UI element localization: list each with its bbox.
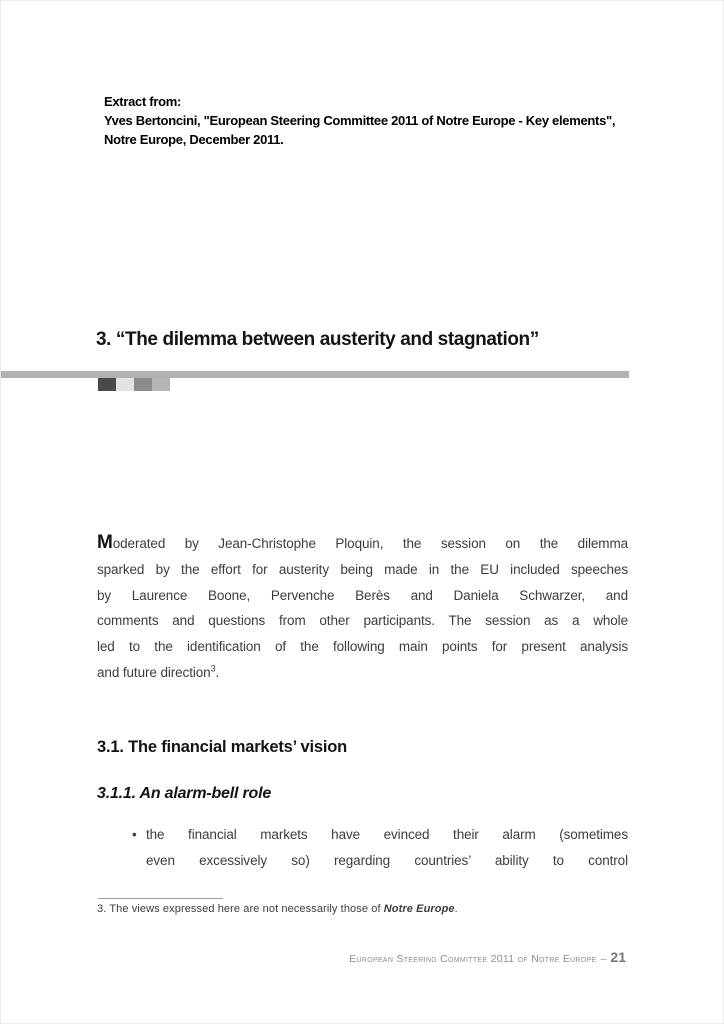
divider-square-3	[134, 378, 152, 391]
intro-line-1-text: oderated by Jean-Christophe Ploquin, the session on the dilemma	[112, 536, 628, 551]
intro-line-1	[97, 530, 628, 557]
footer-separator: –	[600, 953, 607, 965]
intro-line-6	[97, 660, 628, 686]
bullet-marker: •	[132, 827, 137, 842]
bullet-line-1: the financial markets have evinced their alarm (sometimes	[146, 827, 628, 842]
intro-line-2: sparked by the effort for austerity being made in the EU included speeches	[97, 561, 628, 577]
extract-line-2: Yves Bertoncini, "European Steering Committee 2011 of Notre Europe - Key elements",	[104, 113, 616, 128]
footnote-divider	[98, 898, 223, 899]
bullet-item	[132, 822, 628, 874]
page-footer	[349, 949, 626, 965]
divider-square-1	[98, 378, 116, 391]
divider-squares	[98, 378, 170, 391]
intro-line-4: comments and questions from other participants. The session as a whole	[97, 613, 628, 629]
divider-bar	[1, 371, 629, 378]
intro-line-6-period: .	[215, 664, 220, 680]
footnote-reference: 3	[210, 663, 216, 674]
footnote-source-italic: Notre Europe	[383, 903, 455, 915]
extract-line-1: Extract from:	[104, 94, 182, 109]
intro-line-5: led to the identification of the following main points for present analysis	[97, 639, 628, 655]
section-heading: 3. “The dilemma between austerity and stagnation”	[96, 329, 539, 350]
footnote-text: 3. The views expressed here are not necessarily those of	[97, 903, 384, 915]
footer-publication: European Steering Committee 2011 of Notre Europe	[349, 953, 597, 965]
intro-line-6-text: and future direction	[97, 664, 211, 680]
extract-line-3: Notre Europe, December 2011.	[104, 132, 284, 147]
footnote-period: .	[454, 903, 458, 915]
footer-page-number: 21	[610, 949, 626, 965]
divider-square-4	[152, 378, 170, 391]
divider-square-2	[116, 378, 134, 391]
bullet-text	[146, 822, 628, 874]
subsection-heading: 3.1. The financial markets’ vision	[97, 738, 347, 756]
footnote	[97, 903, 458, 915]
drop-cap-initial: M	[97, 532, 113, 553]
bullet-line-2: even excessively so) regarding countries’ ability to control	[146, 853, 628, 868]
extract-citation	[104, 92, 615, 149]
subsubsection-heading: 3.1.1. An alarm-bell role	[97, 785, 272, 802]
intro-paragraph	[97, 530, 628, 686]
intro-line-3: by Laurence Boone, Pervenche Berès and Daniela Schwarzer, and	[97, 587, 628, 603]
